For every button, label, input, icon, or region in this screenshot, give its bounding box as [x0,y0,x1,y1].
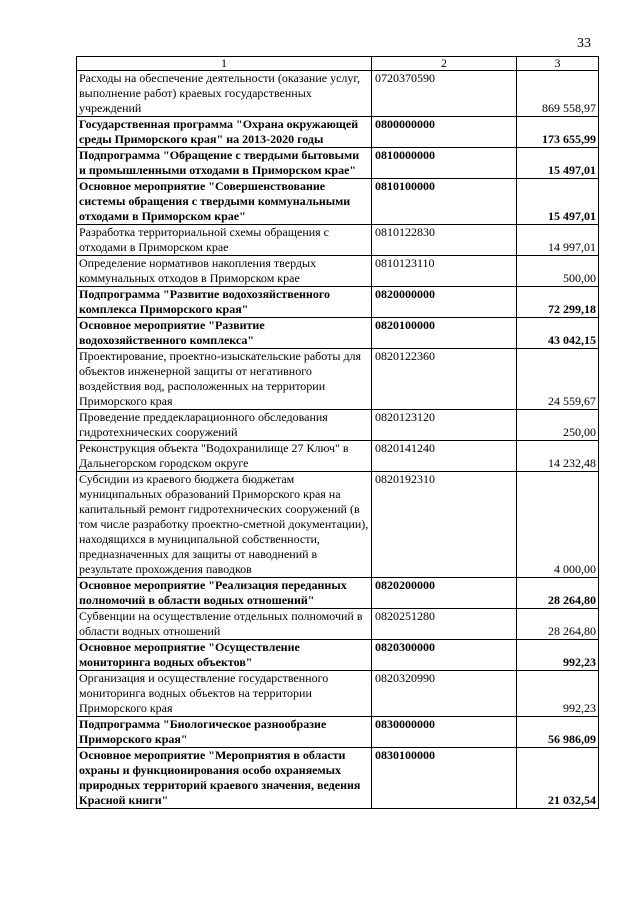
row-name-cell: Государственная программа "Охрана окружающей среды Приморского края" на 2013-2020 годы [77,117,372,148]
column-header-3: 3 [517,57,599,71]
row-code-cell: 0830100000 [372,748,517,809]
row-code-cell: 0820251280 [372,609,517,640]
row-code-cell: 0820141240 [372,441,517,472]
row-amount-cell: 869 558,97 [517,71,599,117]
table-row [77,179,599,225]
row-name-cell: Расходы на обеспечение деятельности (оказание услуг, выполнение работ) краевых государственных учреждений [77,71,372,117]
table-row [77,640,599,671]
row-amount-cell: 21 032,54 [517,748,599,809]
row-code-cell: 0810123110 [372,256,517,287]
table-row [77,671,599,717]
row-code-cell: 0820122360 [372,349,517,410]
table-body [77,71,599,809]
table-row [77,225,599,256]
row-name-cell: Основное мероприятие "Развитие водохозяйственного комплекса" [77,318,372,349]
row-name-cell: Подпрограмма "Обращение с твердыми бытовыми и промышленными отходами в Приморском крае" [77,148,372,179]
row-amount-cell: 250,00 [517,410,599,441]
row-amount-cell: 992,23 [517,671,599,717]
table-row [77,318,599,349]
column-header-1: 1 [77,57,372,71]
row-amount-cell: 14 997,01 [517,225,599,256]
row-code-cell: 0830000000 [372,717,517,748]
row-amount-cell: 173 655,99 [517,117,599,148]
row-name-cell: Реконструкция объекта "Водохранилище 27 Ключ" в Дальнегорском городском округе [77,441,372,472]
row-code-cell: 0820320990 [372,671,517,717]
row-code-cell: 0820192310 [372,472,517,578]
table-header-row [77,57,599,71]
row-amount-cell: 14 232,48 [517,441,599,472]
row-code-cell: 0720370590 [372,71,517,117]
row-name-cell: Разработка территориальной схемы обращения с отходами в Приморском крае [77,225,372,256]
table-row [77,349,599,410]
row-amount-cell: 28 264,80 [517,578,599,609]
page-number: 33 [577,36,591,51]
row-name-cell: Основное мероприятие "Осуществление мониторинга водных объектов" [77,640,372,671]
row-name-cell: Основное мероприятие "Мероприятия в области охраны и функционирования особо охраняемых природных территорий краевого значения, ведения Красной книги" [77,748,372,809]
row-amount-cell: 43 042,15 [517,318,599,349]
table-row [77,578,599,609]
row-name-cell: Определение нормативов накопления твердых коммунальных отходов в Приморском крае [77,256,372,287]
row-code-cell: 0800000000 [372,117,517,148]
row-code-cell: 0810100000 [372,179,517,225]
row-name-cell: Проектирование, проектно-изыскательские работы для объектов инженерной защиты от негативного воздействия вод, расположенных на территории Приморского края [77,349,372,410]
table-row [77,256,599,287]
row-amount-cell: 4 000,00 [517,472,599,578]
row-code-cell: 0820300000 [372,640,517,671]
table-row [77,71,599,117]
row-amount-cell: 28 264,80 [517,609,599,640]
row-name-cell: Основное мероприятие "Совершенствование системы обращения с твердыми коммунальными отходами в Приморском крае" [77,179,372,225]
row-name-cell: Подпрограмма "Биологическое разнообразие Приморского края" [77,717,372,748]
row-name-cell: Проведение преддекларационного обследования гидротехнических сооружений [77,410,372,441]
row-amount-cell: 15 497,01 [517,179,599,225]
table-row [77,609,599,640]
table-row [77,287,599,318]
row-name-cell: Подпрограмма "Развитие водохозяйственного комплекса Приморского края" [77,287,372,318]
table-row [77,748,599,809]
row-code-cell: 0820100000 [372,318,517,349]
row-amount-cell: 15 497,01 [517,148,599,179]
row-amount-cell: 24 559,67 [517,349,599,410]
budget-table [76,56,599,809]
column-header-2: 2 [372,57,517,71]
row-amount-cell: 72 299,18 [517,287,599,318]
row-code-cell: 0820000000 [372,287,517,318]
row-code-cell: 0820200000 [372,578,517,609]
row-name-cell: Организация и осуществление государственного мониторинга водных объектов на территории Приморского края [77,671,372,717]
row-amount-cell: 56 986,09 [517,717,599,748]
row-code-cell: 0810122830 [372,225,517,256]
row-name-cell: Субвенции на осуществление отдельных полномочий в области водных отношений [77,609,372,640]
table-row [77,472,599,578]
row-code-cell: 0810000000 [372,148,517,179]
table-row [77,117,599,148]
table-row [77,410,599,441]
row-name-cell: Субсидии из краевого бюджета бюджетам муниципальных образований Приморского края на капитальный ремонт гидротехнических сооружений (в том числе разработку проектно-сметной документации), находящихся в муниципальной собственности, предназначенных для защиты от наводнений в результате прохождения паводков [77,472,372,578]
row-amount-cell: 992,23 [517,640,599,671]
table-row [77,148,599,179]
row-amount-cell: 500,00 [517,256,599,287]
table-row [77,441,599,472]
row-name-cell: Основное мероприятие "Реализация переданных полномочий в области водных отношений" [77,578,372,609]
row-code-cell: 0820123120 [372,410,517,441]
table-row [77,717,599,748]
